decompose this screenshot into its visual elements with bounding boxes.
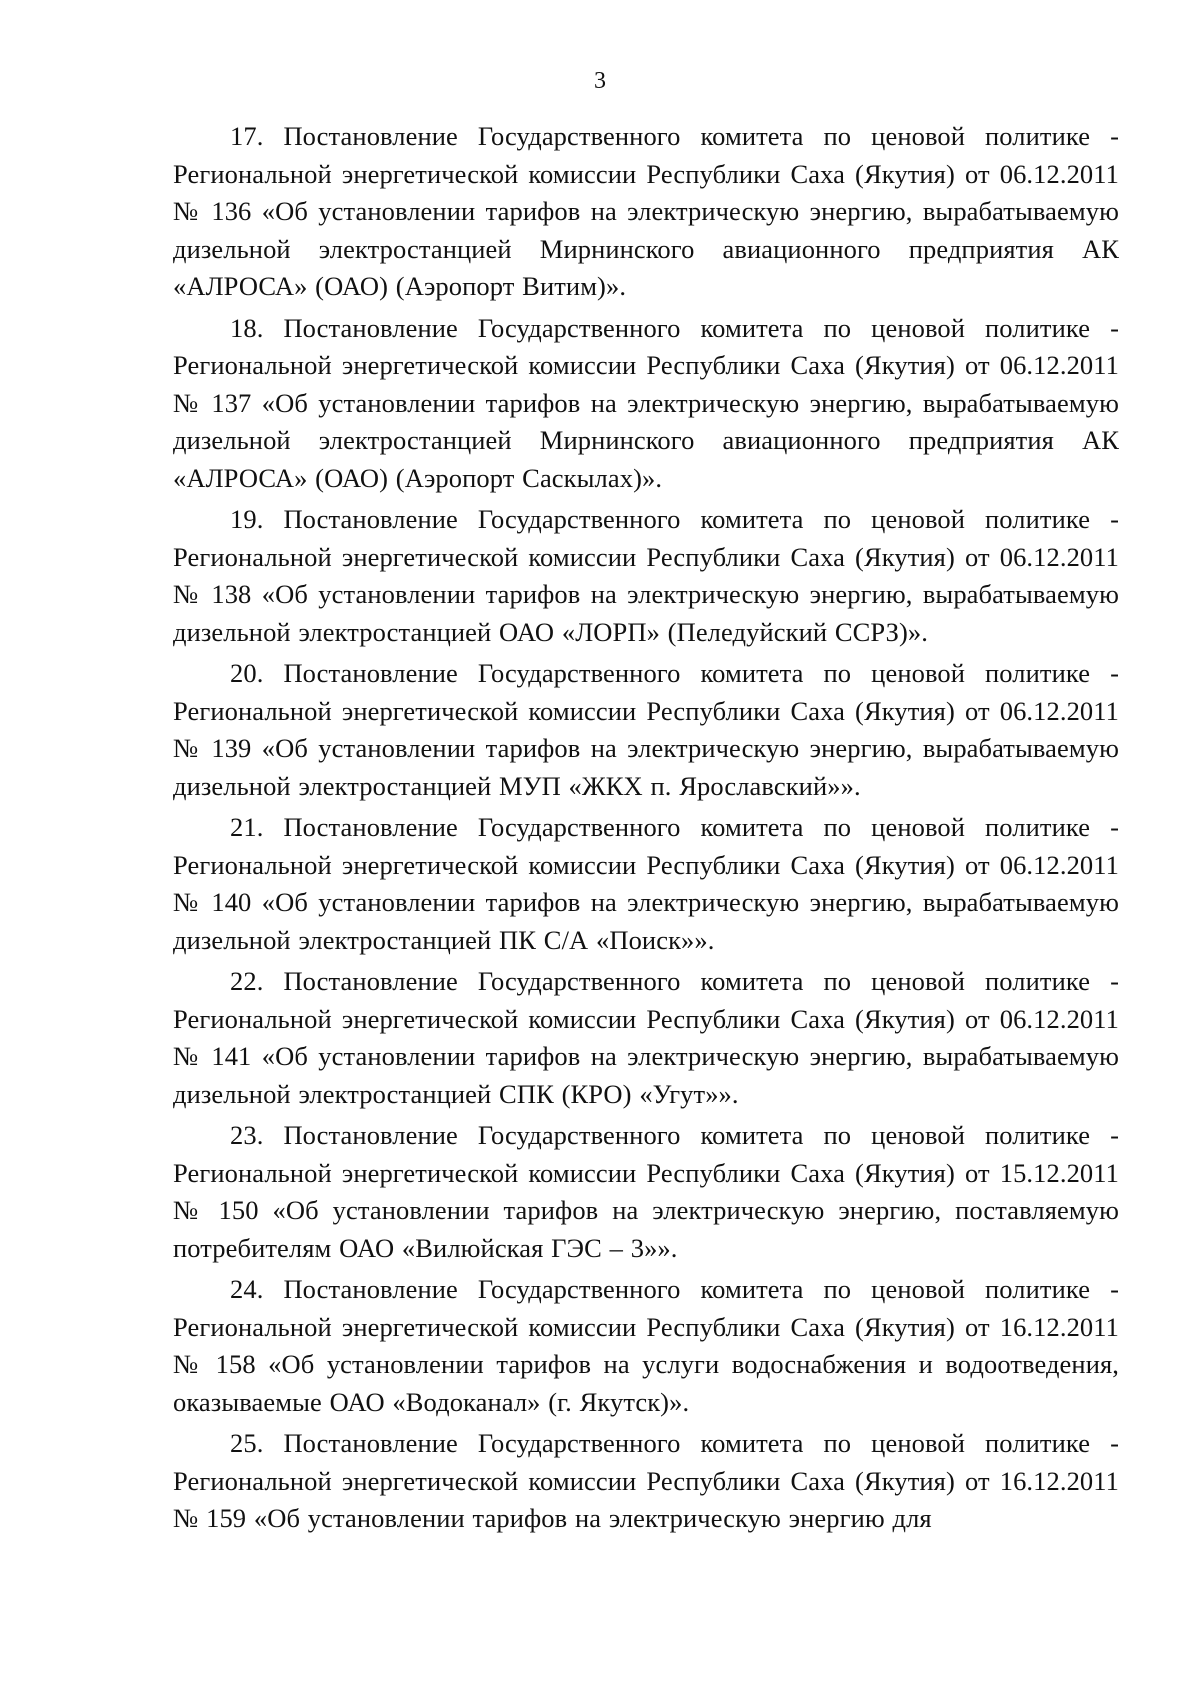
page-number: 3	[594, 68, 606, 94]
list-item-18: 18. Постановление Государственного комитета по ценовой политике - Региональной энергетической комиссии Республики Саха (Якутия) от 06.12.2011 № 137 «Об установлении тарифов на электрическую энергию, вырабатываемую дизельной электростанцией Мирнинского авиационного предприятия АК «АЛРОСА» (ОАО) (Аэропорт Саскылах)».	[173, 312, 1119, 493]
list-item-22: 22. Постановление Государственного комитета по ценовой политике - Региональной энергетической комиссии Республики Саха (Якутия) от 06.12.2011 № 141 «Об установлении тарифов на электрическую энергию, вырабатываемую дизельной электростанцией СПК (КРО) «Угут»».	[173, 966, 1119, 1109]
list-item-23: 23. Постановление Государственного комитета по ценовой политике - Региональной энергетической комиссии Республики Саха (Якутия) от 15.12.2011 № 150 «Об установлении тарифов на электрическую энергию, поставляемую потребителям ОАО «Вилюйская ГЭС – 3»».	[173, 1120, 1119, 1263]
list-item-24: 24. Постановление Государственного комитета по ценовой политике - Региональной энергетической комиссии Республики Саха (Якутия) от 16.12.2011 № 158 «Об установлении тарифов на услуги водоснабжения и водоотведения, оказываемые ОАО «Водоканал» (г. Якутск)».	[173, 1274, 1119, 1417]
list-item-17: 17. Постановление Государственного комитета по ценовой политике - Региональной энергетической комиссии Республики Саха (Якутия) от 06.12.2011 № 136 «Об установлении тарифов на электрическую энергию, вырабатываемую дизельной электростанцией Мирнинского авиационного предприятия АК «АЛРОСА» (ОАО) (Аэропорт Витим)».	[173, 121, 1119, 301]
list-item-19: 19. Постановление Государственного комитета по ценовой политике - Региональной энергетической комиссии Республики Саха (Якутия) от 06.12.2011 № 138 «Об установлении тарифов на электрическую энергию, вырабатываемую дизельной электростанцией ОАО «ЛОРП» (Пеледуйский ССРЗ)».	[173, 504, 1119, 647]
list-item-25: 25. Постановление Государственного комитета по ценовой политике - Региональной энергетической комиссии Республики Саха (Якутия) от 16.12.2011 № 159 «Об установлении тарифов на электрическую энергию для	[173, 1428, 1119, 1533]
list-item-21: 21. Постановление Государственного комитета по ценовой политике - Региональной энергетической комиссии Республики Саха (Якутия) от 06.12.2011 № 140 «Об установлении тарифов на электрическую энергию, вырабатываемую дизельной электростанцией ПК С/А «Поиск»».	[173, 812, 1119, 955]
list-item-20: 20. Постановление Государственного комитета по ценовой политике - Региональной энергетической комиссии Республики Саха (Якутия) от 06.12.2011 № 139 «Об установлении тарифов на электрическую энергию, вырабатываемую дизельной электростанцией МУП «ЖКХ п. Ярославский»».	[173, 658, 1119, 801]
document-body	[173, 118, 1119, 1542]
